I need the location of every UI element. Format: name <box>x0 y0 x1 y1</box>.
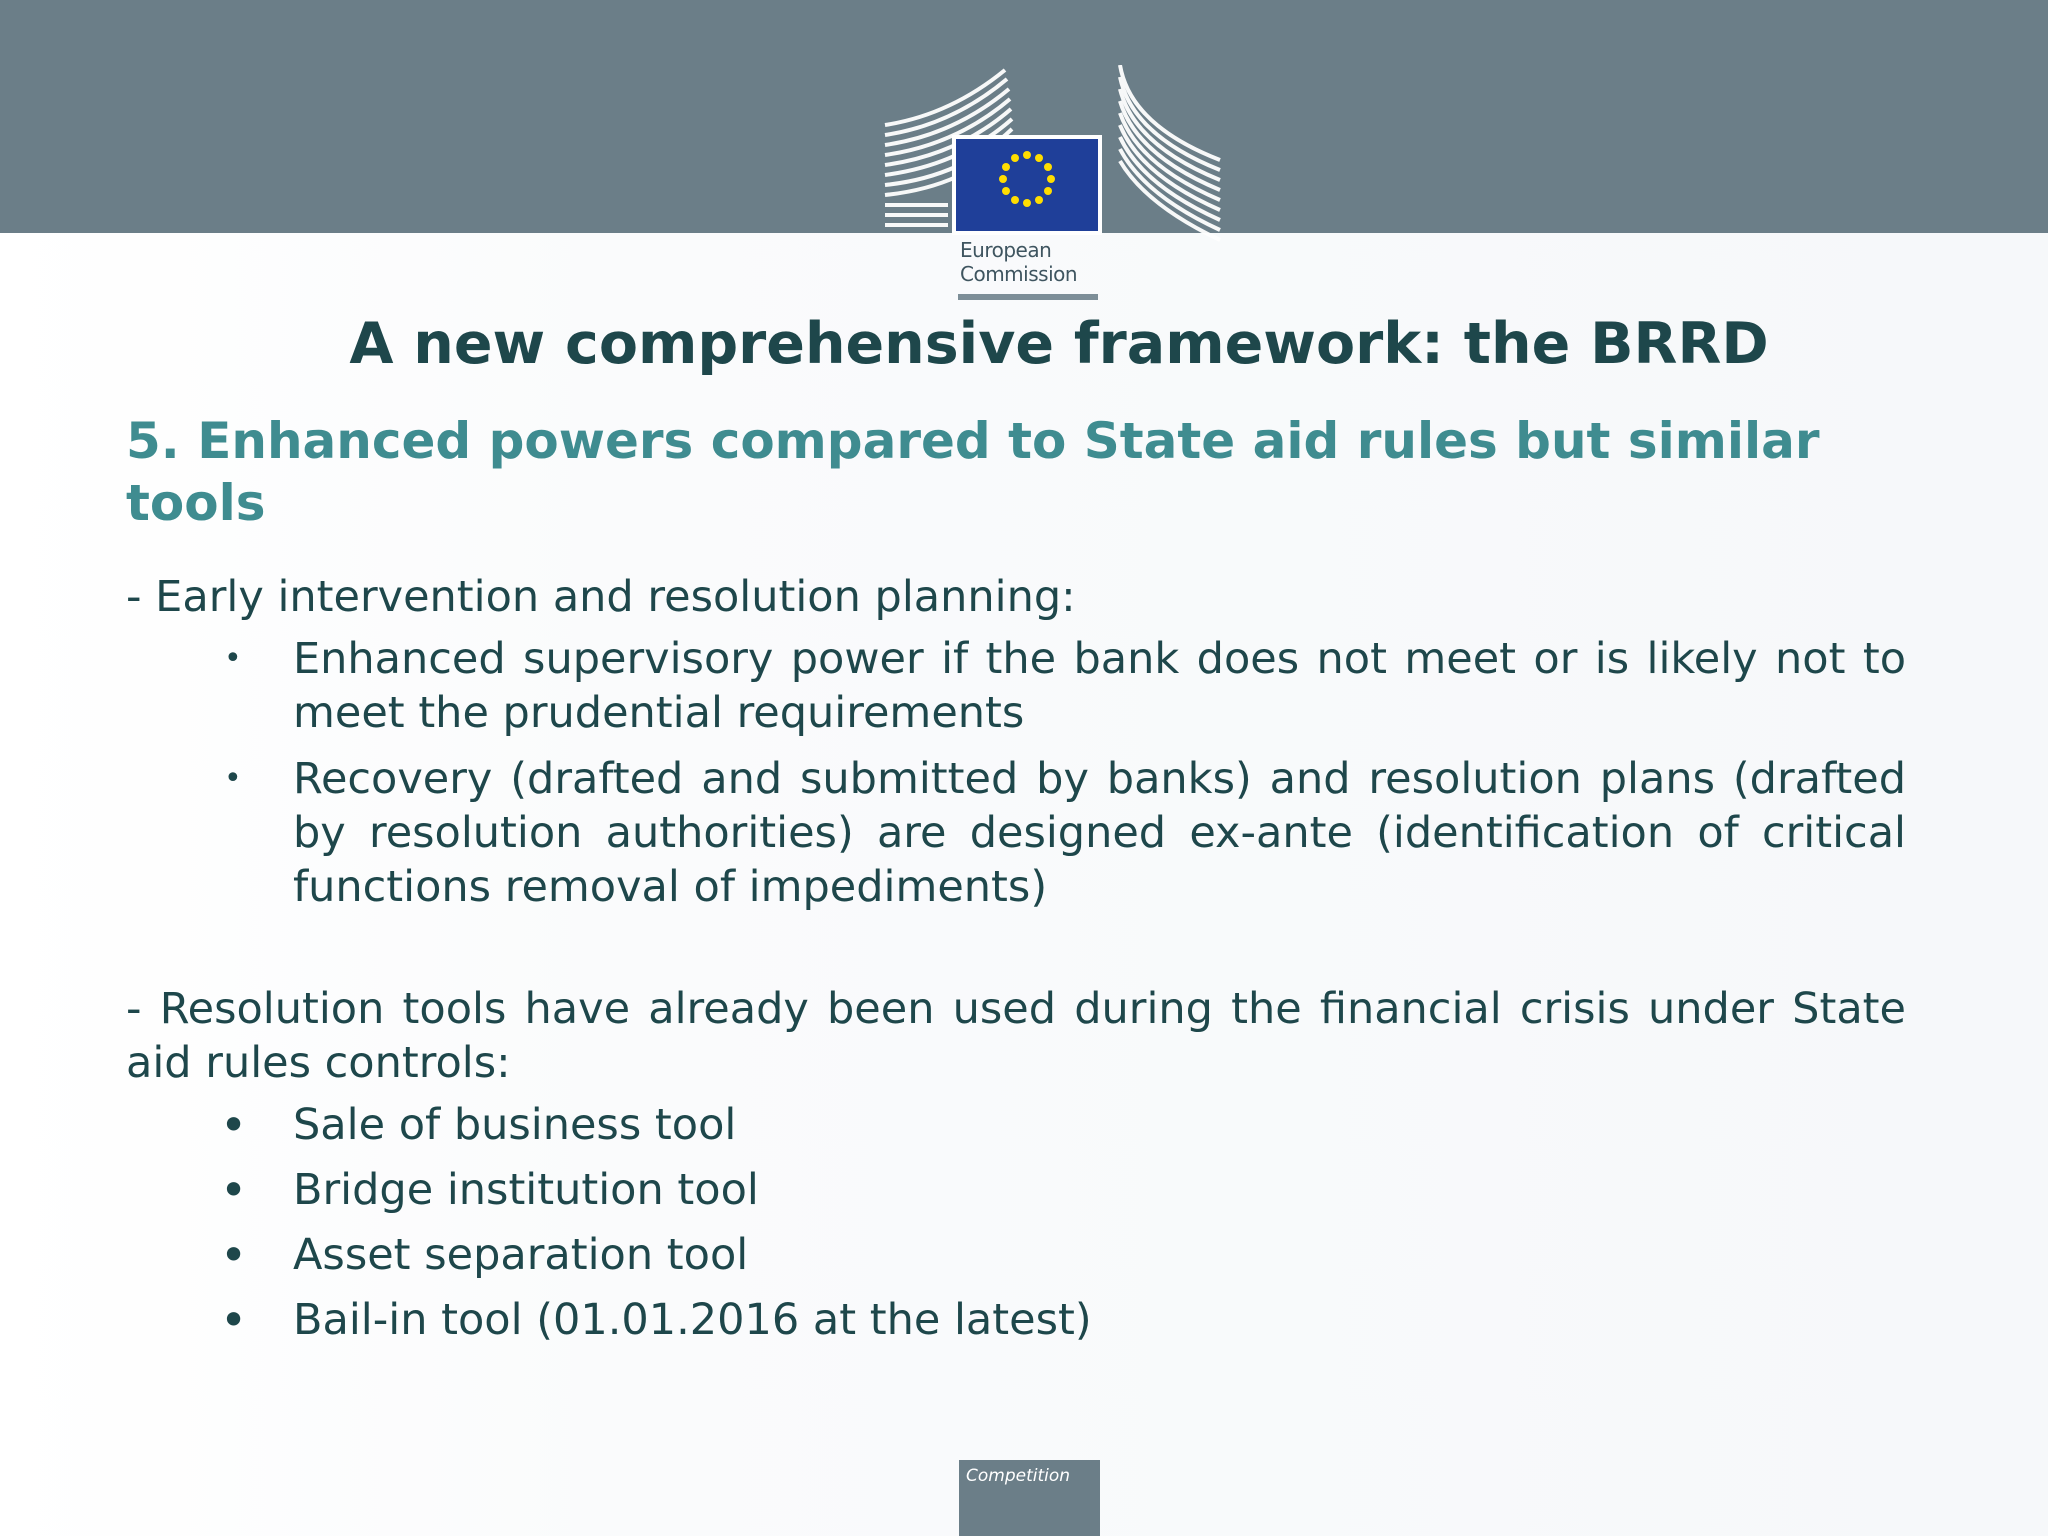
list-item <box>126 752 1906 914</box>
footer-competition-tab <box>959 1460 1100 1536</box>
list-item <box>126 1293 1906 1347</box>
list-item-text: Bail-in tool (01.01.2016 at the latest) <box>293 1295 1092 1345</box>
bullet-icon: • <box>220 1098 248 1152</box>
footer-tab-label: Competition <box>966 1466 1071 1486</box>
list-item <box>126 632 1906 740</box>
bullet-icon: • <box>224 761 242 796</box>
bullet-icon: • <box>220 1228 248 1282</box>
list-item-text: Asset separation tool <box>293 1230 749 1280</box>
section-1-list <box>126 632 1906 914</box>
list-item <box>126 1098 1906 1152</box>
list-item-text: Enhanced supervisory power if the bank does not meet or is likely not to meet the prudential requirements <box>293 634 1906 738</box>
list-item <box>126 1228 1906 1282</box>
bullet-icon: • <box>224 641 242 676</box>
logo-line-1: European <box>960 238 1052 262</box>
logo-divider <box>958 294 1098 300</box>
list-item <box>126 1163 1906 1217</box>
list-item-text: Bridge institution tool <box>293 1165 759 1215</box>
bullet-icon: • <box>220 1293 248 1347</box>
slide-content <box>126 570 1906 1358</box>
list-item-text: Recovery (drafted and submitted by banks) and resolution plans (drafted by resolution authorities) are designed ex-ante (identification of critical functions removal of impediments) <box>293 754 1906 912</box>
list-item-text: Sale of business tool <box>293 1100 737 1150</box>
section-2-list <box>126 1098 1906 1347</box>
spacer <box>126 926 1906 982</box>
slide-subtitle: 5. Enhanced powers compared to State aid rules but similar tools <box>126 412 1820 532</box>
slide-title: A new comprehensive framework: the BRRD <box>349 311 1769 377</box>
logo-text <box>960 238 1077 286</box>
bullet-icon: • <box>220 1163 248 1217</box>
section-2-heading: - Resolution tools have already been used during the financial crisis under State aid rules controls: <box>126 984 1906 1088</box>
section-1-heading: - Early intervention and resolution planning: <box>126 572 1076 622</box>
logo-line-2: Commission <box>960 262 1078 286</box>
